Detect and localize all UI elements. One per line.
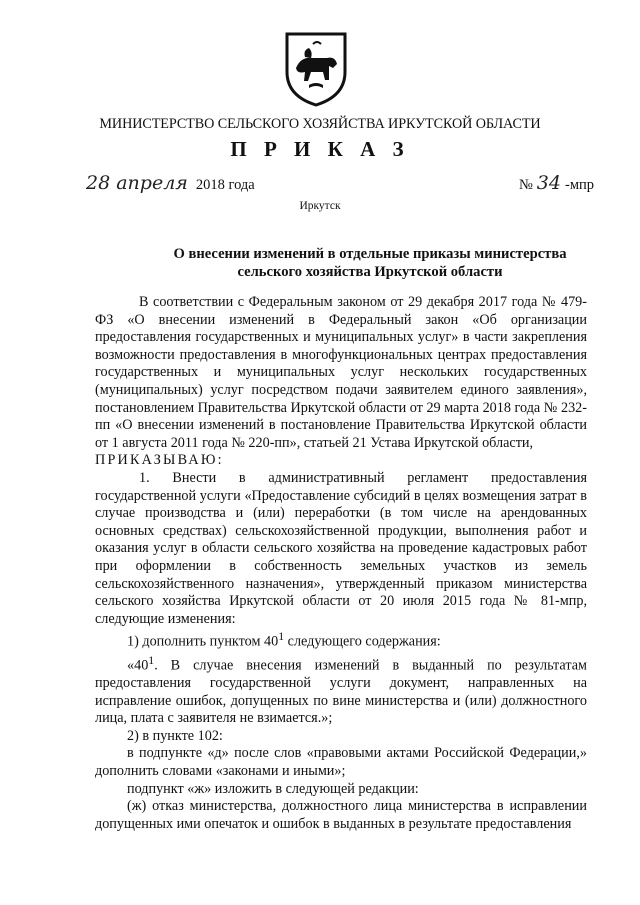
coat-of-arms-emblem bbox=[283, 28, 349, 108]
quoted-point-40-1 bbox=[95, 652, 587, 728]
order-number bbox=[519, 172, 594, 194]
subitem-1-text: 1) дополнить пунктом 40 bbox=[127, 634, 279, 651]
date-year: 2018 года bbox=[195, 177, 255, 193]
date-line bbox=[86, 172, 255, 194]
document-title: П Р И К А З bbox=[230, 137, 410, 161]
subitem-1 bbox=[95, 628, 587, 651]
preamble-paragraph: В соответствии с Федеральным законом от 29 декабря 2017 года № 479-ФЗ «О внесении изменений в Федеральный закон «Об организации предоставления государственных и муниципальных услуг» в части закрепления возможности предоставления в многофункциональных центрах предоставления государственных и муниципальных услуг нескольких государственных (муниципальных) услуг посредством подачи заявителем единого заявления», постановлением Правительства Иркутской области от 29 марта 2018 года № 232-пп «О внесении изменений в постановление Правительства Иркутской области от 1 августа 2011 года № 220-пп», статьей 21 Устава Иркутской области, bbox=[95, 294, 587, 451]
quote-start: «40 bbox=[127, 657, 149, 674]
subitem-1-sup: 1 bbox=[278, 629, 285, 644]
number-suffix: -мпр bbox=[564, 177, 594, 193]
quote-text: . В случае внесения изменений в выданный по результатам предоставления государственной услуги документ, направленных на исправление ошибок, допущенных по вине министерства и (или) должностного лица, плата с заявителя не взимается.»; bbox=[95, 657, 587, 727]
order-word: ПРИКАЗЫВАЮ: bbox=[95, 452, 224, 469]
handwritten-date: 28 апреля bbox=[86, 172, 188, 194]
order-subject: О внесении изменений в отдельные приказы министерства сельского хозяйства Иркутской области bbox=[173, 246, 567, 280]
quote-sup: 1 bbox=[148, 652, 155, 667]
handwritten-number: 34 bbox=[536, 172, 561, 194]
subitem-2-zh-text: (ж) отказ министерства, должностного лица министерства в исправлении допущенных ими опечаток и ошибок в выданных в результате предоставления bbox=[95, 798, 587, 832]
ministry-name: МИНИСТЕРСТВО СЕЛЬСКОГО ХОЗЯЙСТВА ИРКУТСКОЙ ОБЛАСТИ bbox=[99, 116, 541, 132]
subitem-2-zh-intro: подпункт «ж» изложить в следующей редакции: bbox=[127, 780, 419, 797]
order-body bbox=[95, 294, 587, 833]
item-1-paragraph: 1. Внести в административный регламент предоставления государственной услуги «Предоставление субсидий в целях возмещения затрат в случае производства и (или) переработки (в том числе на арендованных основных средствах) сельскохозяйственной продукции, выполнения работ и оказания услуг в области сельского хозяйства на проведение кадастровых работ при оформлении в собственность земельных участков из земель сельскохозяйственного назначения», утвержденный приказом министерства сельского хозяйства Иркутской области от 20 июля 2015 года № 81-мпр, следующие изменения: bbox=[95, 469, 587, 627]
number-prefix: № bbox=[518, 177, 533, 193]
subitem-1-text-end: следующего содержания: bbox=[284, 634, 441, 651]
city-name: Иркутск bbox=[299, 200, 341, 212]
subitem-2: 2) в пункте 102: bbox=[127, 727, 223, 744]
subitem-2-d-paragraph: в подпункте «д» после слов «правовыми актами Российской Федерации,» дополнить словами «законами и иными»; bbox=[95, 745, 587, 779]
